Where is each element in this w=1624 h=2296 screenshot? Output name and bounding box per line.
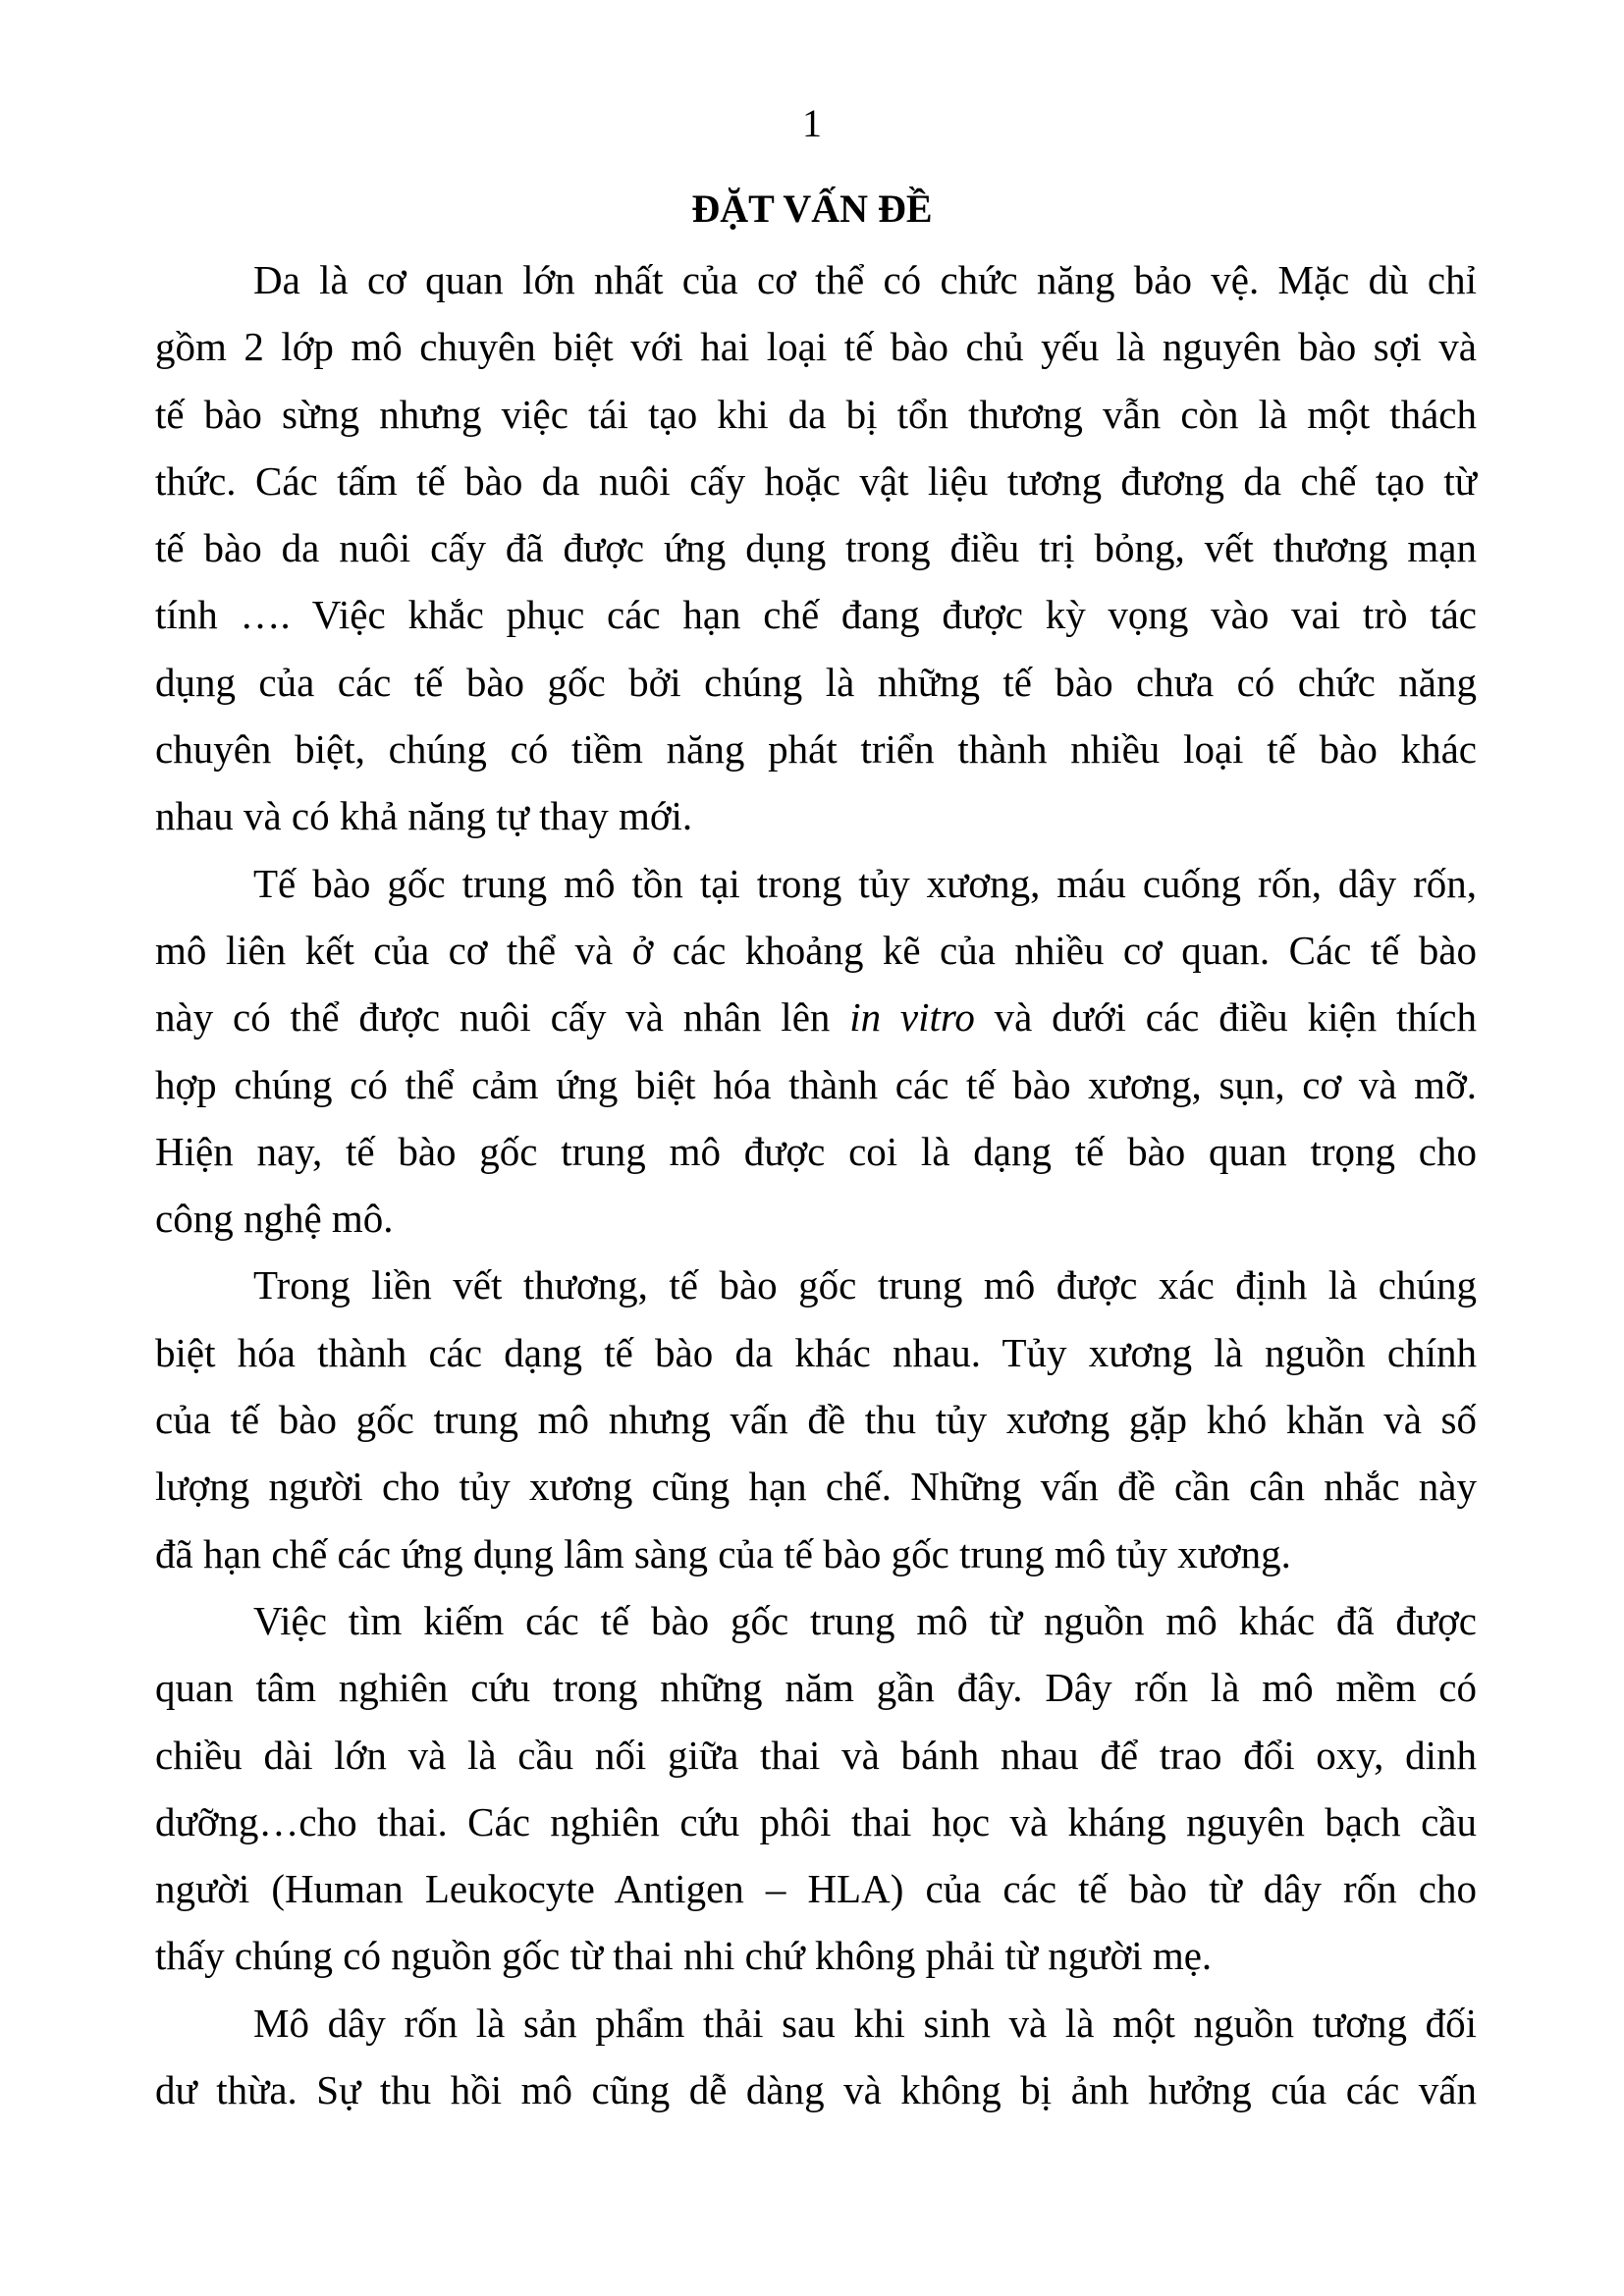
paragraph bbox=[155, 246, 1477, 850]
text-line: tế bào da nuôi cấy đã được ứng dụng trong điều trị bỏng, vết thương mạn bbox=[155, 525, 1477, 571]
text-line: tính …. Việc khắc phục các hạn chế đang được kỳ vọng vào vai trò tác bbox=[155, 592, 1477, 638]
paragraph bbox=[155, 850, 1477, 1253]
document-body bbox=[155, 246, 1477, 2123]
text-line: hợp chúng có thể cảm ứng biệt hóa thành các tế bào xương, sụn, cơ và mỡ. bbox=[155, 1061, 1477, 1107]
paragraph bbox=[155, 1252, 1477, 1586]
text-line: Hiện nay, tế bào gốc trung mô được coi là dạng tế bào quan trọng cho bbox=[155, 1128, 1477, 1174]
text-line: quan tâm nghiên cứu trong những năm gần đây. Dây rốn là mô mềm có bbox=[155, 1665, 1477, 1711]
text-line: của tế bào gốc trung mô nhưng vấn đề thu tủy xương gặp khó khăn và số bbox=[155, 1397, 1477, 1443]
text-line: tế bào sừng nhưng việc tái tạo khi da bị tổn thương vẫn còn là một thách bbox=[155, 391, 1477, 437]
paragraph bbox=[155, 1990, 1477, 2124]
text-line: Mô dây rốn là sản phẩm thải sau khi sinh và là một nguồn tương đối bbox=[253, 2000, 1477, 2046]
text-line: Da là cơ quan lớn nhất của cơ thể có chức năng bảo vệ. Mặc dù chỉ bbox=[253, 257, 1477, 302]
text-line: biệt hóa thành các dạng tế bào da khác nhau. Tủy xương là nguồn chính bbox=[155, 1329, 1477, 1375]
text-line: người (Human Leukocyte Antigen – HLA) của các tế bào từ dây rốn cho bbox=[155, 1866, 1477, 1912]
text-line: Việc tìm kiếm các tế bào gốc trung mô từ nguồn mô khác đã được bbox=[253, 1597, 1477, 1643]
paragraph bbox=[155, 1587, 1477, 1990]
italic-term: in vitro bbox=[849, 994, 975, 1041]
text-line: đã hạn chế các ứng dụng lâm sàng của tế bào gốc trung mô tủy xương. bbox=[155, 1530, 1291, 1576]
text-line: lượng người cho tủy xương cũng hạn chế. Những vấn đề cần cân nhắc này bbox=[155, 1464, 1477, 1510]
page-title: ĐẶT VẤN ĐỀ bbox=[691, 187, 933, 231]
text-line: dư thừa. Sự thu hồi mô cũng dễ dàng và không bị ảnh hưởng cúa các vấn bbox=[155, 2067, 1477, 2113]
text-segment: và dưới các điều kiện thích bbox=[974, 994, 1477, 1041]
text-line: thấy chúng có nguồn gốc từ thai nhi chứ không phải từ người mẹ. bbox=[155, 1933, 1213, 1979]
text-line: dưỡng…cho thai. Các nghiên cứu phôi thai học và kháng nguyên bạch cầu bbox=[155, 1798, 1477, 1844]
text-line: thức. Các tấm tế bào da nuôi cấy hoặc vật liệu tương đương da chế tạo từ bbox=[155, 457, 1477, 504]
text-line: Trong liền vết thương, tế bào gốc trung mô được xác định là chúng bbox=[253, 1262, 1477, 1308]
text-line: gồm 2 lớp mô chuyên biệt với hai loại tế bào chủ yếu là nguyên bào sợi và bbox=[155, 324, 1477, 370]
text-line bbox=[155, 984, 1477, 1050]
text-line: chiều dài lớn và là cầu nối giữa thai và bánh nhau để trao đổi oxy, dinh bbox=[155, 1732, 1477, 1778]
text-segment: này có thể được nuôi cấy và nhân lên bbox=[155, 994, 850, 1041]
text-line: mô liên kết của cơ thể và ở các khoảng kẽ của nhiều cơ quan. Các tế bào bbox=[155, 927, 1477, 973]
text-line: chuyên biệt, chúng có tiềm năng phát triển thành nhiều loại tế bào khác bbox=[155, 726, 1477, 773]
text-line: công nghệ mô. bbox=[155, 1196, 394, 1242]
text-line: Tế bào gốc trung mô tồn tại trong tủy xương, máu cuống rốn, dây rốn, bbox=[253, 860, 1477, 906]
text-line: nhau và có khả năng tự thay mới. bbox=[155, 793, 693, 839]
page-number: 1 bbox=[802, 101, 822, 145]
text-line: dụng của các tế bào gốc bởi chúng là những tế bào chưa có chức năng bbox=[155, 659, 1477, 705]
